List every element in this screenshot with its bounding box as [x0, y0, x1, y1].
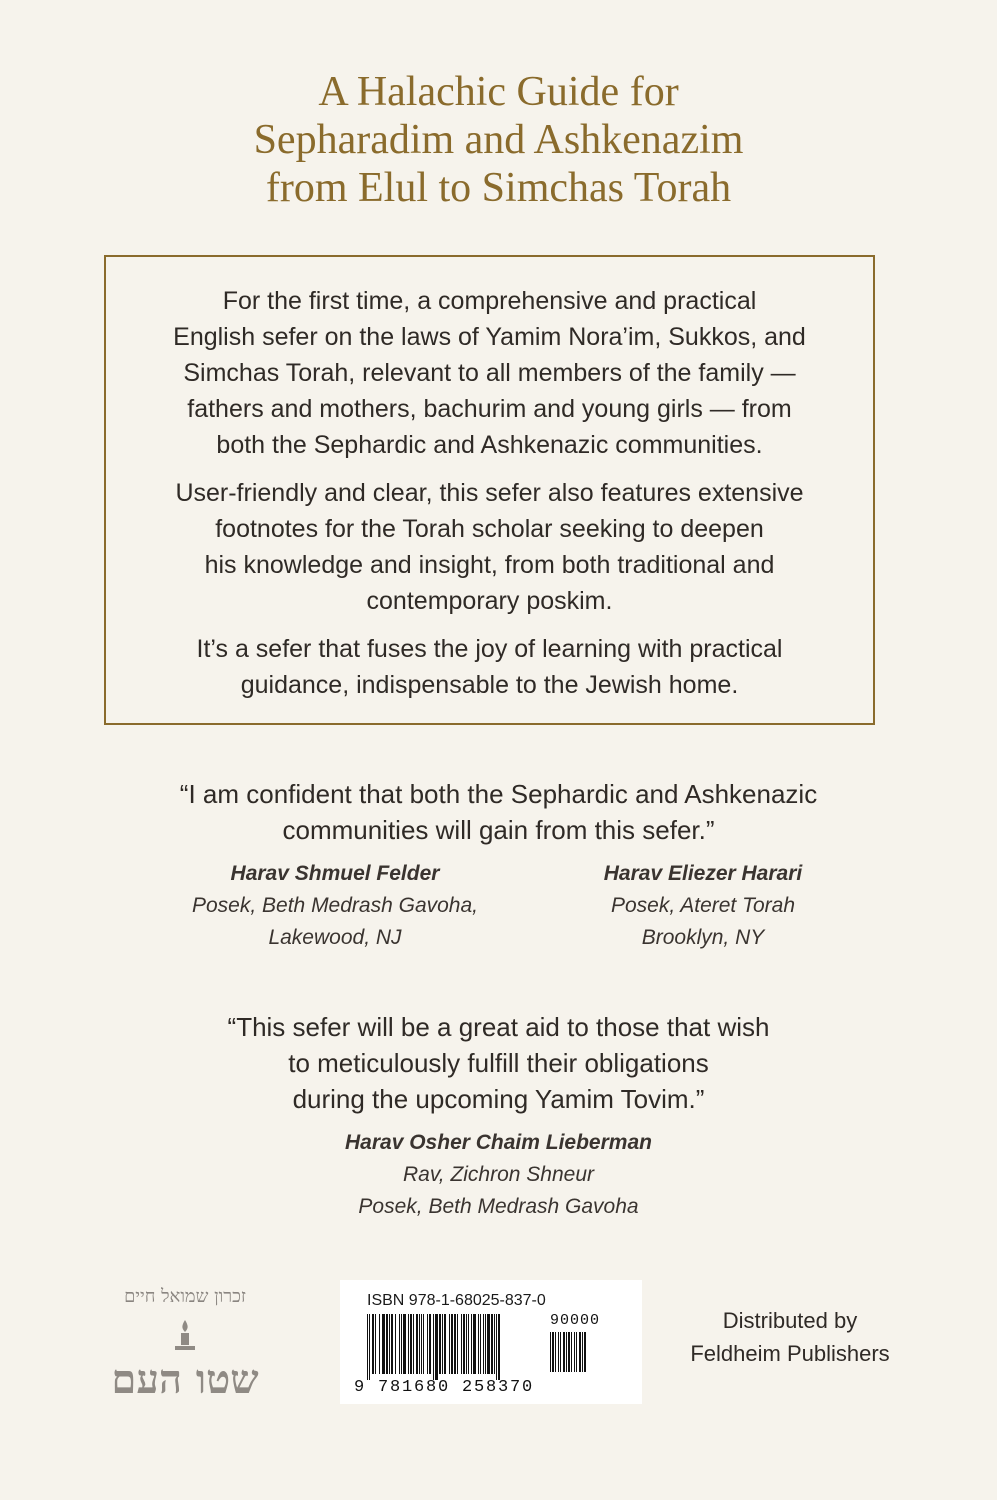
barcode-bar	[485, 1314, 486, 1374]
barcode-bar	[491, 1314, 493, 1374]
barcode-bar	[427, 1314, 428, 1374]
barcode-bar	[494, 1314, 495, 1374]
barcode-bar	[382, 1314, 385, 1374]
description-line: For the first time, a comprehensive and practical	[222, 287, 757, 315]
barcode-bar	[457, 1314, 458, 1374]
description-paragraph-1	[106, 283, 873, 463]
endorser-lieberman	[290, 1127, 707, 1223]
barcode-bar	[389, 1314, 390, 1374]
barcode-bar	[579, 1332, 581, 1372]
barcode-bar	[568, 1332, 570, 1372]
description-line: his knowledge and insight, from both traditional and	[204, 551, 775, 579]
barcode-bar	[375, 1314, 376, 1374]
endorser-name: Harav Shmuel Felder	[230, 862, 440, 885]
barcode-bar	[403, 1314, 406, 1374]
barcode-bar	[574, 1332, 575, 1372]
description-line: User-friendly and clear, this sefer also features extensive	[175, 479, 804, 507]
distributor	[670, 1304, 910, 1370]
ean-digits: 9 781680 258370	[354, 1378, 535, 1397]
endorser-harari	[568, 858, 838, 954]
barcode-bar	[391, 1314, 393, 1374]
barcode-bar	[433, 1314, 434, 1380]
barcode-bar	[401, 1314, 402, 1374]
description-line: footnotes for the Torah scholar seeking to deepen	[215, 515, 764, 543]
barcode-bar	[471, 1314, 472, 1374]
barcode-bar	[442, 1314, 443, 1374]
distributor-name: Feldheim Publishers	[690, 1341, 890, 1366]
barcode-bar	[496, 1314, 497, 1380]
description-paragraph-2	[106, 475, 873, 619]
barcode-bar	[498, 1314, 500, 1380]
barcode-bar	[478, 1314, 479, 1374]
quote-line: “This sefer will be a great aid to those that wish	[227, 1012, 770, 1042]
barcode-bar	[552, 1332, 554, 1372]
candle-icon	[168, 1318, 202, 1354]
isbn-label: ISBN 978-1-68025-837-0	[367, 1292, 546, 1309]
endorser-felder	[160, 858, 510, 954]
barcode-bar	[555, 1332, 556, 1372]
barcode-bar	[584, 1332, 586, 1372]
barcode-bar	[444, 1314, 446, 1374]
barcode-bar	[550, 1332, 551, 1372]
description-line: both the Sephardic and Ashkenazic communities.	[216, 431, 763, 459]
endorser-name: Harav Osher Chaim Lieberman	[345, 1131, 652, 1154]
barcode-bar	[487, 1314, 490, 1374]
barcode-bar	[480, 1314, 481, 1374]
barcode-bar	[419, 1314, 420, 1374]
description-line: English sefer on the laws of Yamim Nora’im, Sukkos, and	[173, 323, 806, 351]
barcode-bar	[451, 1314, 453, 1374]
endorser-title: Rav, Zichron Shneur	[402, 1163, 595, 1186]
barcode-bar	[582, 1332, 583, 1372]
headline-line-1: A Halachic Guide for	[318, 69, 679, 115]
barcode-bar	[571, 1332, 572, 1372]
description-line: It’s a sefer that fuses the joy of learning with practical	[196, 635, 783, 663]
barcode-bar	[386, 1314, 388, 1374]
barcode-bar	[563, 1332, 565, 1372]
barcode-bar	[466, 1314, 467, 1374]
description-line: guidance, indispensable to the Jewish home.	[240, 671, 739, 699]
barcode-bar	[483, 1314, 484, 1374]
endorser-location: Brooklyn, NY	[641, 926, 765, 949]
description-line: contemporary poskim.	[366, 587, 613, 615]
barcode-bar	[372, 1314, 374, 1374]
barcode-bar	[558, 1332, 559, 1372]
endorser-location: Lakewood, NJ	[268, 926, 402, 949]
endorser-title: Posek, Beth Medrash Gavoha,	[192, 894, 478, 917]
endorsement-quote-1	[0, 776, 997, 848]
barcode-panel	[340, 1280, 642, 1404]
barcode-bar	[395, 1314, 396, 1374]
quote-line: “I am confident that both the Sephardic and Ashkenazic	[179, 779, 818, 809]
barcode-bar	[566, 1332, 567, 1372]
headline-line-3: from Elul to Simchas Torah	[265, 165, 732, 211]
barcode-bar	[410, 1314, 412, 1374]
quote-line: to meticulously fulfill their obligations	[288, 1048, 709, 1078]
description-line: Simchas Torah, relevant to all members of the family —	[183, 359, 796, 387]
barcode-bar	[369, 1314, 370, 1380]
description-box	[104, 255, 875, 725]
quote-line: communities will gain from this sefer.”	[282, 815, 715, 845]
description-paragraph-3	[106, 631, 873, 703]
barcode-bar	[560, 1332, 561, 1372]
barcode-bar	[429, 1314, 431, 1374]
endorser-title: Posek, Ateret Torah	[610, 894, 796, 917]
price-code: 90000	[550, 1312, 601, 1329]
barcode-bar	[421, 1314, 422, 1374]
barcode-bar	[399, 1314, 400, 1374]
barcode-bar	[576, 1332, 577, 1372]
barcode-bar	[416, 1314, 418, 1374]
headline-line-2: Sepharadim and Ashkenazim	[253, 117, 744, 163]
publisher-logo	[90, 1280, 280, 1410]
barcode-bar	[423, 1314, 424, 1374]
barcode-bar	[463, 1314, 465, 1374]
barcode-bar	[379, 1314, 380, 1374]
logo-name: שטו העם	[111, 1356, 259, 1403]
distributor-label: Distributed by	[722, 1308, 858, 1333]
barcode-bar	[468, 1314, 469, 1374]
barcode-bar	[435, 1314, 438, 1380]
barcode-bar	[454, 1314, 456, 1374]
endorser-name: Harav Eliezer Harari	[603, 862, 803, 885]
logo-dedication: זכרון שמואל חיים	[124, 1286, 246, 1307]
description-line: fathers and mothers, bachurim and young girls — from	[187, 395, 792, 423]
barcode-bar	[449, 1314, 450, 1374]
barcode-bar	[413, 1314, 414, 1374]
barcode-bar	[408, 1314, 409, 1374]
quote-line: during the upcoming Yamim Tovim.”	[292, 1084, 705, 1114]
headline	[0, 68, 997, 212]
barcode-bar	[461, 1314, 462, 1374]
barcode-bar	[367, 1314, 368, 1380]
endorser-title: Posek, Beth Medrash Gavoha	[358, 1195, 639, 1218]
endorsement-quote-2	[0, 1009, 997, 1117]
barcode-bar	[439, 1314, 441, 1374]
barcode-bar	[473, 1314, 476, 1374]
